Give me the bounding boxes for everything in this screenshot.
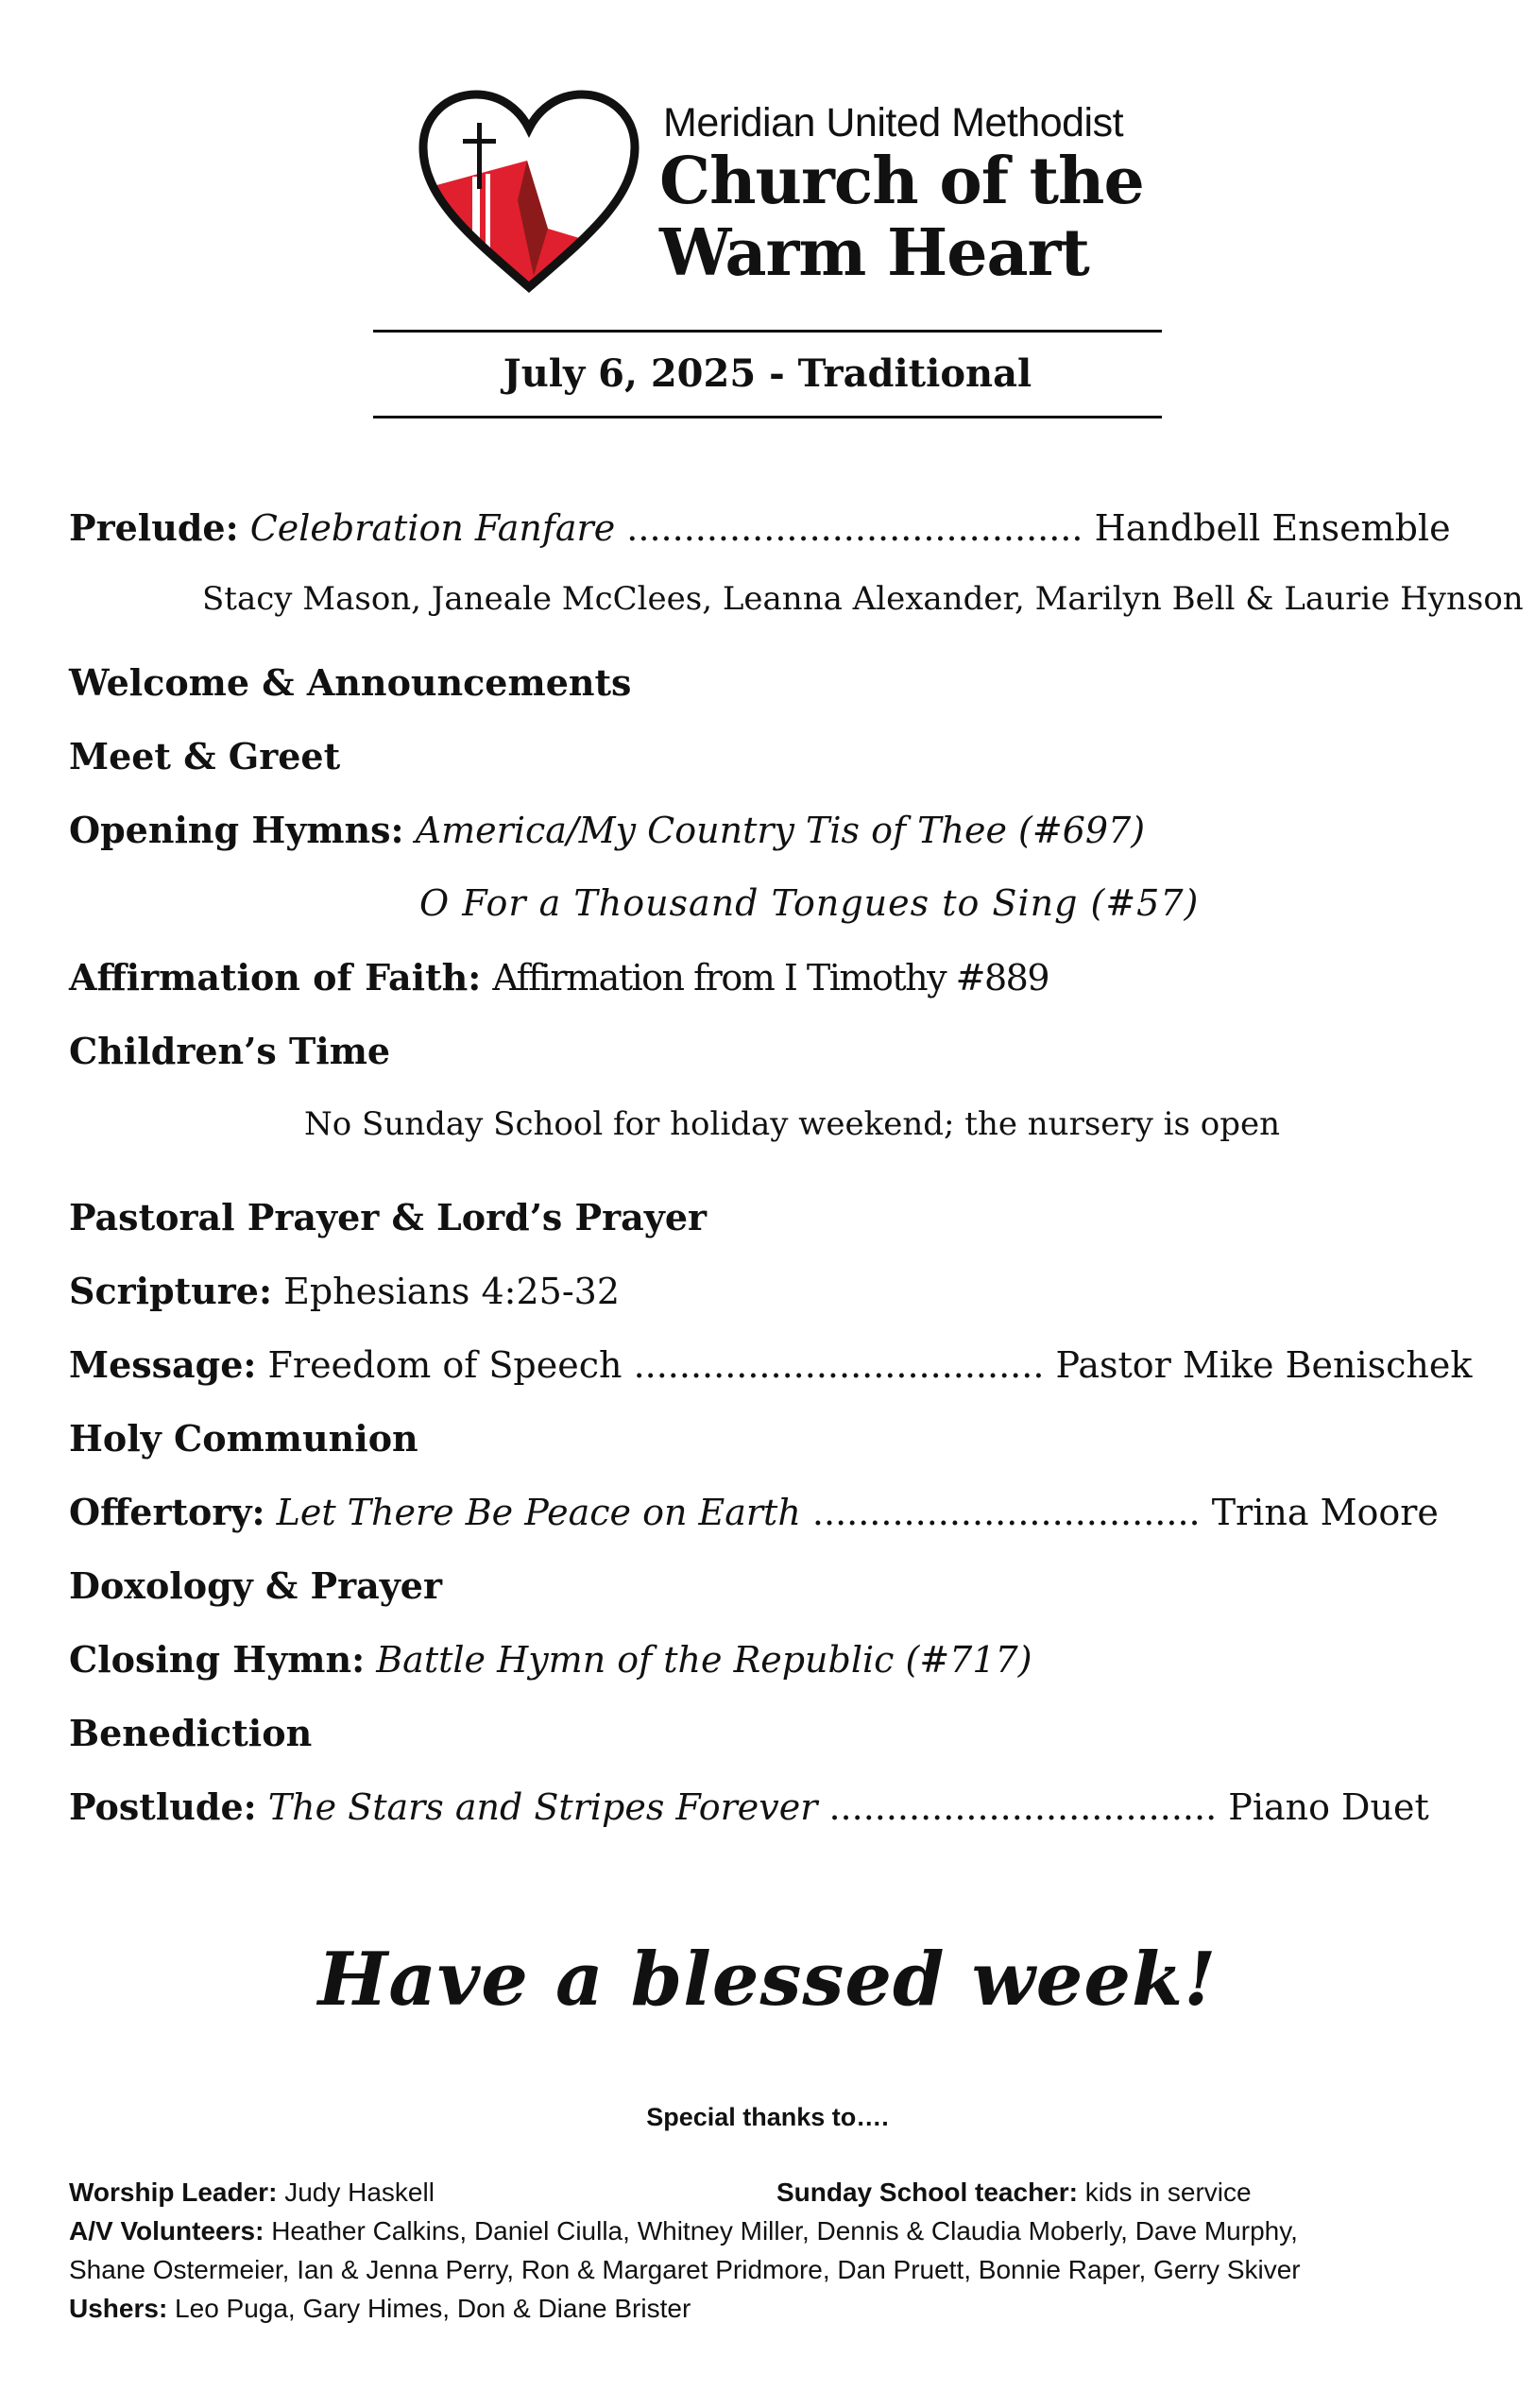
av-volunteers-line1: Heather Calkins, Daniel Ciulla, Whitney Miller, Dennis & Claudia Moberly, Dave Murphy, <box>271 2216 1298 2246</box>
steeple-red-shape <box>416 161 595 299</box>
sunday-school-value: kids in service <box>1084 2177 1252 2207</box>
postlude-title: The Stars and Stripes Forever <box>267 1786 818 1828</box>
closing-hymn-label: Closing Hymn: <box>69 1638 366 1681</box>
scripture-row <box>69 1272 620 1312</box>
postlude-label: Postlude: <box>69 1785 257 1828</box>
prelude-title: Celebration Fanfare <box>249 507 616 549</box>
prelude-leader-dots: ........................................ <box>626 507 1083 549</box>
closing-hymn-row <box>69 1640 1032 1681</box>
message-speaker: Pastor Mike Benischek <box>1055 1344 1473 1386</box>
av-volunteers-label: A/V Volunteers: <box>69 2216 264 2246</box>
prelude-label: Prelude: <box>69 506 239 549</box>
opening-hymns-row <box>69 811 1145 851</box>
offertory-title: Let There Be Peace on Earth <box>276 1492 801 1533</box>
prelude-performer: Handbell Ensemble <box>1094 507 1451 549</box>
service-date: July 6, 2025 - Traditional <box>503 351 1032 396</box>
divider-top <box>373 330 1162 333</box>
closing-hymn-title: Battle Hymn of the Republic (#717) <box>376 1639 1032 1681</box>
opening-hymn-1: America/My Country Tis of Thee (#697) <box>415 810 1146 851</box>
meet-row <box>69 737 340 777</box>
message-title: Freedom of Speech <box>267 1344 623 1386</box>
message-row <box>69 1345 1472 1386</box>
welcome-label: Welcome & Announcements <box>69 661 632 704</box>
sunday-school-credit <box>776 2177 1252 2208</box>
postlude-leader-dots: .................................. <box>828 1786 1218 1828</box>
pastoral-prayer-label: Pastoral Prayer & Lord’s Prayer <box>69 1196 708 1238</box>
message-leader-dots: .................................... <box>633 1344 1045 1386</box>
childrens-time-label: Children’s Time <box>69 1030 391 1072</box>
special-thanks-heading: Special thanks to…. <box>646 2103 889 2131</box>
church-name-line1: Church of the <box>659 144 1144 219</box>
prelude-names: Stacy Mason, Janeale McClees, Leanna Alexander, Marilyn Bell & Laurie Hynson <box>202 580 1524 618</box>
childrens-time-note: No Sunday School for holiday weekend; the nursery is open <box>304 1105 1281 1143</box>
scripture-text: Ephesians 4:25-32 <box>283 1271 621 1312</box>
opening-hymn-2-row <box>419 884 1199 924</box>
benediction-row <box>69 1714 312 1754</box>
divider-bottom <box>373 416 1162 418</box>
childrens-time-row <box>69 1032 390 1072</box>
message-label: Message: <box>69 1343 257 1386</box>
communion-row <box>69 1419 418 1460</box>
welcome-row <box>69 663 631 704</box>
ushers-credit <box>69 2294 691 2324</box>
offertory-performer: Trina Moore <box>1211 1492 1439 1533</box>
av-volunteers-credit <box>69 2216 1298 2246</box>
postlude-performer: Piano Duet <box>1228 1786 1429 1828</box>
prelude-row <box>69 508 1451 549</box>
pastoral-prayer-row <box>69 1198 707 1238</box>
doxology-label: Doxology & Prayer <box>69 1564 442 1607</box>
scripture-label: Scripture: <box>69 1270 273 1312</box>
av-volunteers-line2: Shane Ostermeier, Ian & Jenna Perry, Ron & Margaret Pridmore, Dan Pruett, Bonnie Raper, Gerry Skiver <box>69 2255 1301 2284</box>
sunday-school-label: Sunday School teacher: <box>776 2177 1078 2207</box>
worship-leader-name: Judy Haskell <box>284 2177 435 2207</box>
church-heart-logo <box>416 87 642 299</box>
doxology-row <box>69 1566 442 1607</box>
benediction-label: Benediction <box>69 1712 313 1754</box>
steeple-white-stripe-2 <box>486 174 490 287</box>
organization-name: Meridian United Methodist <box>663 100 1124 145</box>
postlude-row <box>69 1787 1429 1828</box>
worship-leader-credit <box>69 2177 435 2208</box>
church-name-line2: Warm Heart <box>659 215 1089 291</box>
ushers-names: Leo Puga, Gary Himes, Don & Diane Brister <box>175 2294 691 2323</box>
offertory-row <box>69 1493 1439 1533</box>
affirmation-row <box>69 958 1049 999</box>
offertory-leader-dots: .................................. <box>811 1492 1201 1533</box>
affirmation-text: Affirmation from I Timothy #889 <box>492 957 1049 999</box>
ushers-label: Ushers: <box>69 2294 168 2323</box>
opening-hymns-label: Opening Hymns: <box>69 809 404 851</box>
meet-label: Meet & Greet <box>69 735 341 777</box>
opening-hymn-2: O For a Thousand Tongues to Sing (#57) <box>419 882 1200 924</box>
offertory-label: Offertory: <box>69 1491 265 1533</box>
communion-label: Holy Communion <box>69 1417 418 1460</box>
affirmation-label: Affirmation of Faith: <box>69 956 482 999</box>
worship-leader-label: Worship Leader: <box>69 2177 278 2207</box>
closing-blessing: Have a blessed week! <box>317 1937 1218 2023</box>
